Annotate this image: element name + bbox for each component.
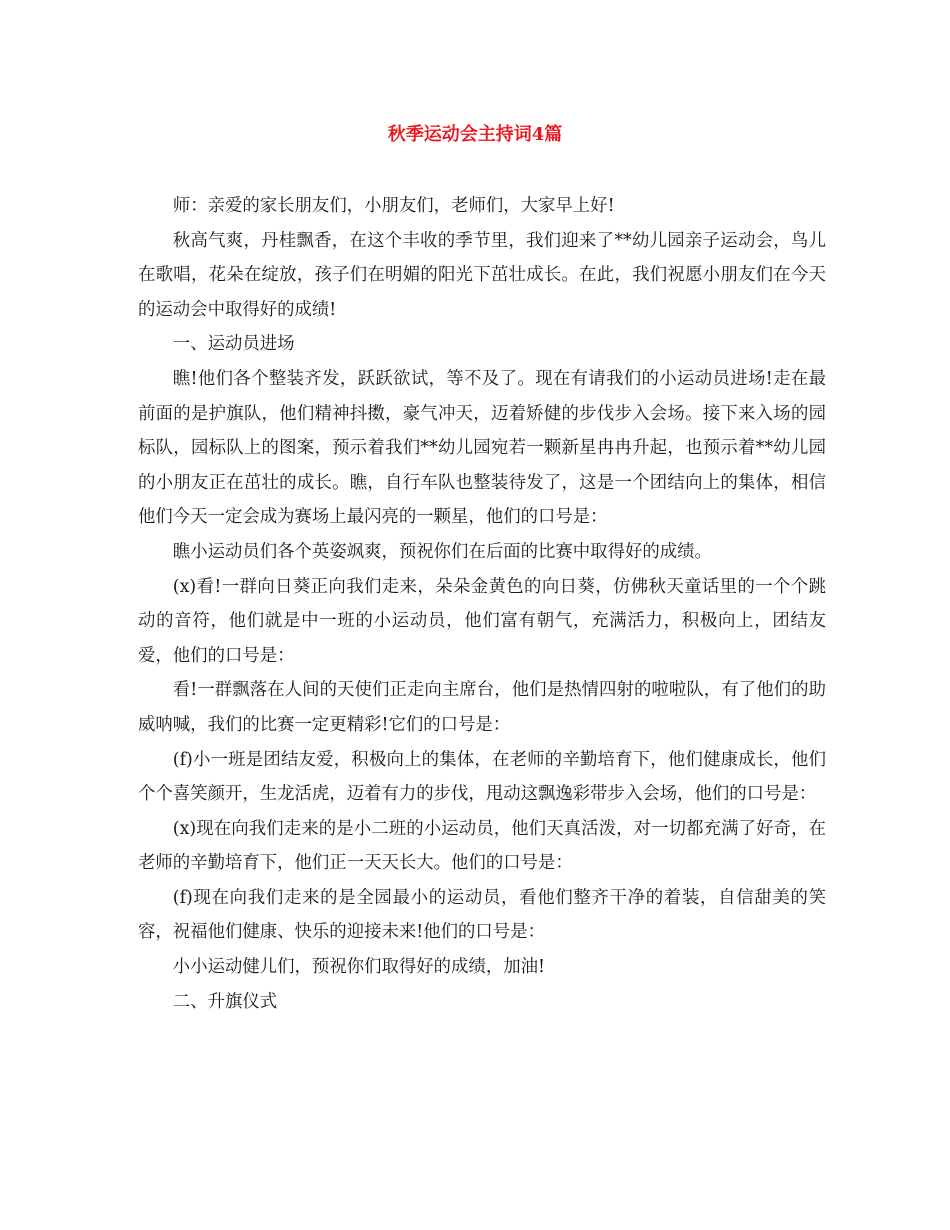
paragraph-opening: 秋高气爽，丹桂飘香，在这个丰收的季节里，我们迎来了**幼儿园亲子运动会，鸟儿在歌唱，花朵在绽放，孩子们在明媚的阳光下茁壮成长。在此，我们祝愿小朋友们在今天的运动会中取得好的成绩! <box>138 230 826 320</box>
document-title: 秋季运动会主持词4篇 <box>387 124 563 145</box>
paragraph-youngest-athletes: (f)现在向我们走来的是全园最小的运动员，看他们整齐干净的着装，自信甜美的笑容，祝福他们健康、快乐的迎接未来!他们的口号是： <box>138 887 826 943</box>
paragraph-cheerleaders: 看!一群飘落在人间的天使们正走向主席台，他们是热情四射的啦啦队，有了他们的助威呐喊，我们的比赛一定更精彩!它们的口号是： <box>138 680 826 735</box>
paragraph-entry-intro: 瞧!他们各个整装齐发，跃跃欲试，等不及了。现在有请我们的小运动员进场!走在最前面的是护旗队，他们精神抖擞，豪气冲天，迈着矫健的步伐步入会场。接下来入场的园标队，园标队上的图案，预示着我们**幼儿园宛若一颗新星冉冉升起，也预示着**幼儿园的小朋友正在茁壮的成长。瞧，自行车队也整装待发了，这是一个团结向上的集体，相信他们今天一定会成为赛场上最闪亮的一颗星，他们的口号是： <box>138 368 826 528</box>
paragraph-class-zhong-yi: (x)看!一群向日葵正向我们走来，朵朵金黄色的向日葵，仿佛秋天童话里的一个个跳动的音符，他们就是中一班的小运动员，他们富有朝气，充满活力，积极向上，团结友爱，他们的口号是： <box>138 576 826 666</box>
section-heading-flag-raising: 二、升旗仪式 <box>172 991 278 1012</box>
paragraph-cheer: 小小运动健儿们，预祝你们取得好的成绩，加油! <box>172 957 545 978</box>
section-heading-athletes-entry: 一、运动员进场 <box>172 334 295 355</box>
paragraph-class-xiao-yi: (f)小一班是团结友爱，积极向上的集体，在老师的辛勤培育下，他们健康成长，他们个个喜笑颜开，生龙活虎，迈着有力的步伐，甩动这飘逸彩带步入会场，他们的口号是： <box>138 749 826 805</box>
document-body <box>138 189 826 1019</box>
paragraph-wish: 瞧小运动员们各个英姿飒爽，预祝你们在后面的比赛中取得好的成绩。 <box>172 541 712 562</box>
paragraph-class-xiao-er: (x)现在向我们走来的是小二班的小运动员，他们天真活泼，对一切都充满了好奇，在老师的辛勤培育下，他们正一天天长大。他们的口号是： <box>138 818 826 874</box>
paragraph-greeting: 师：亲爱的家长朋友们，小朋友们，老师们，大家早上好! <box>172 196 615 216</box>
